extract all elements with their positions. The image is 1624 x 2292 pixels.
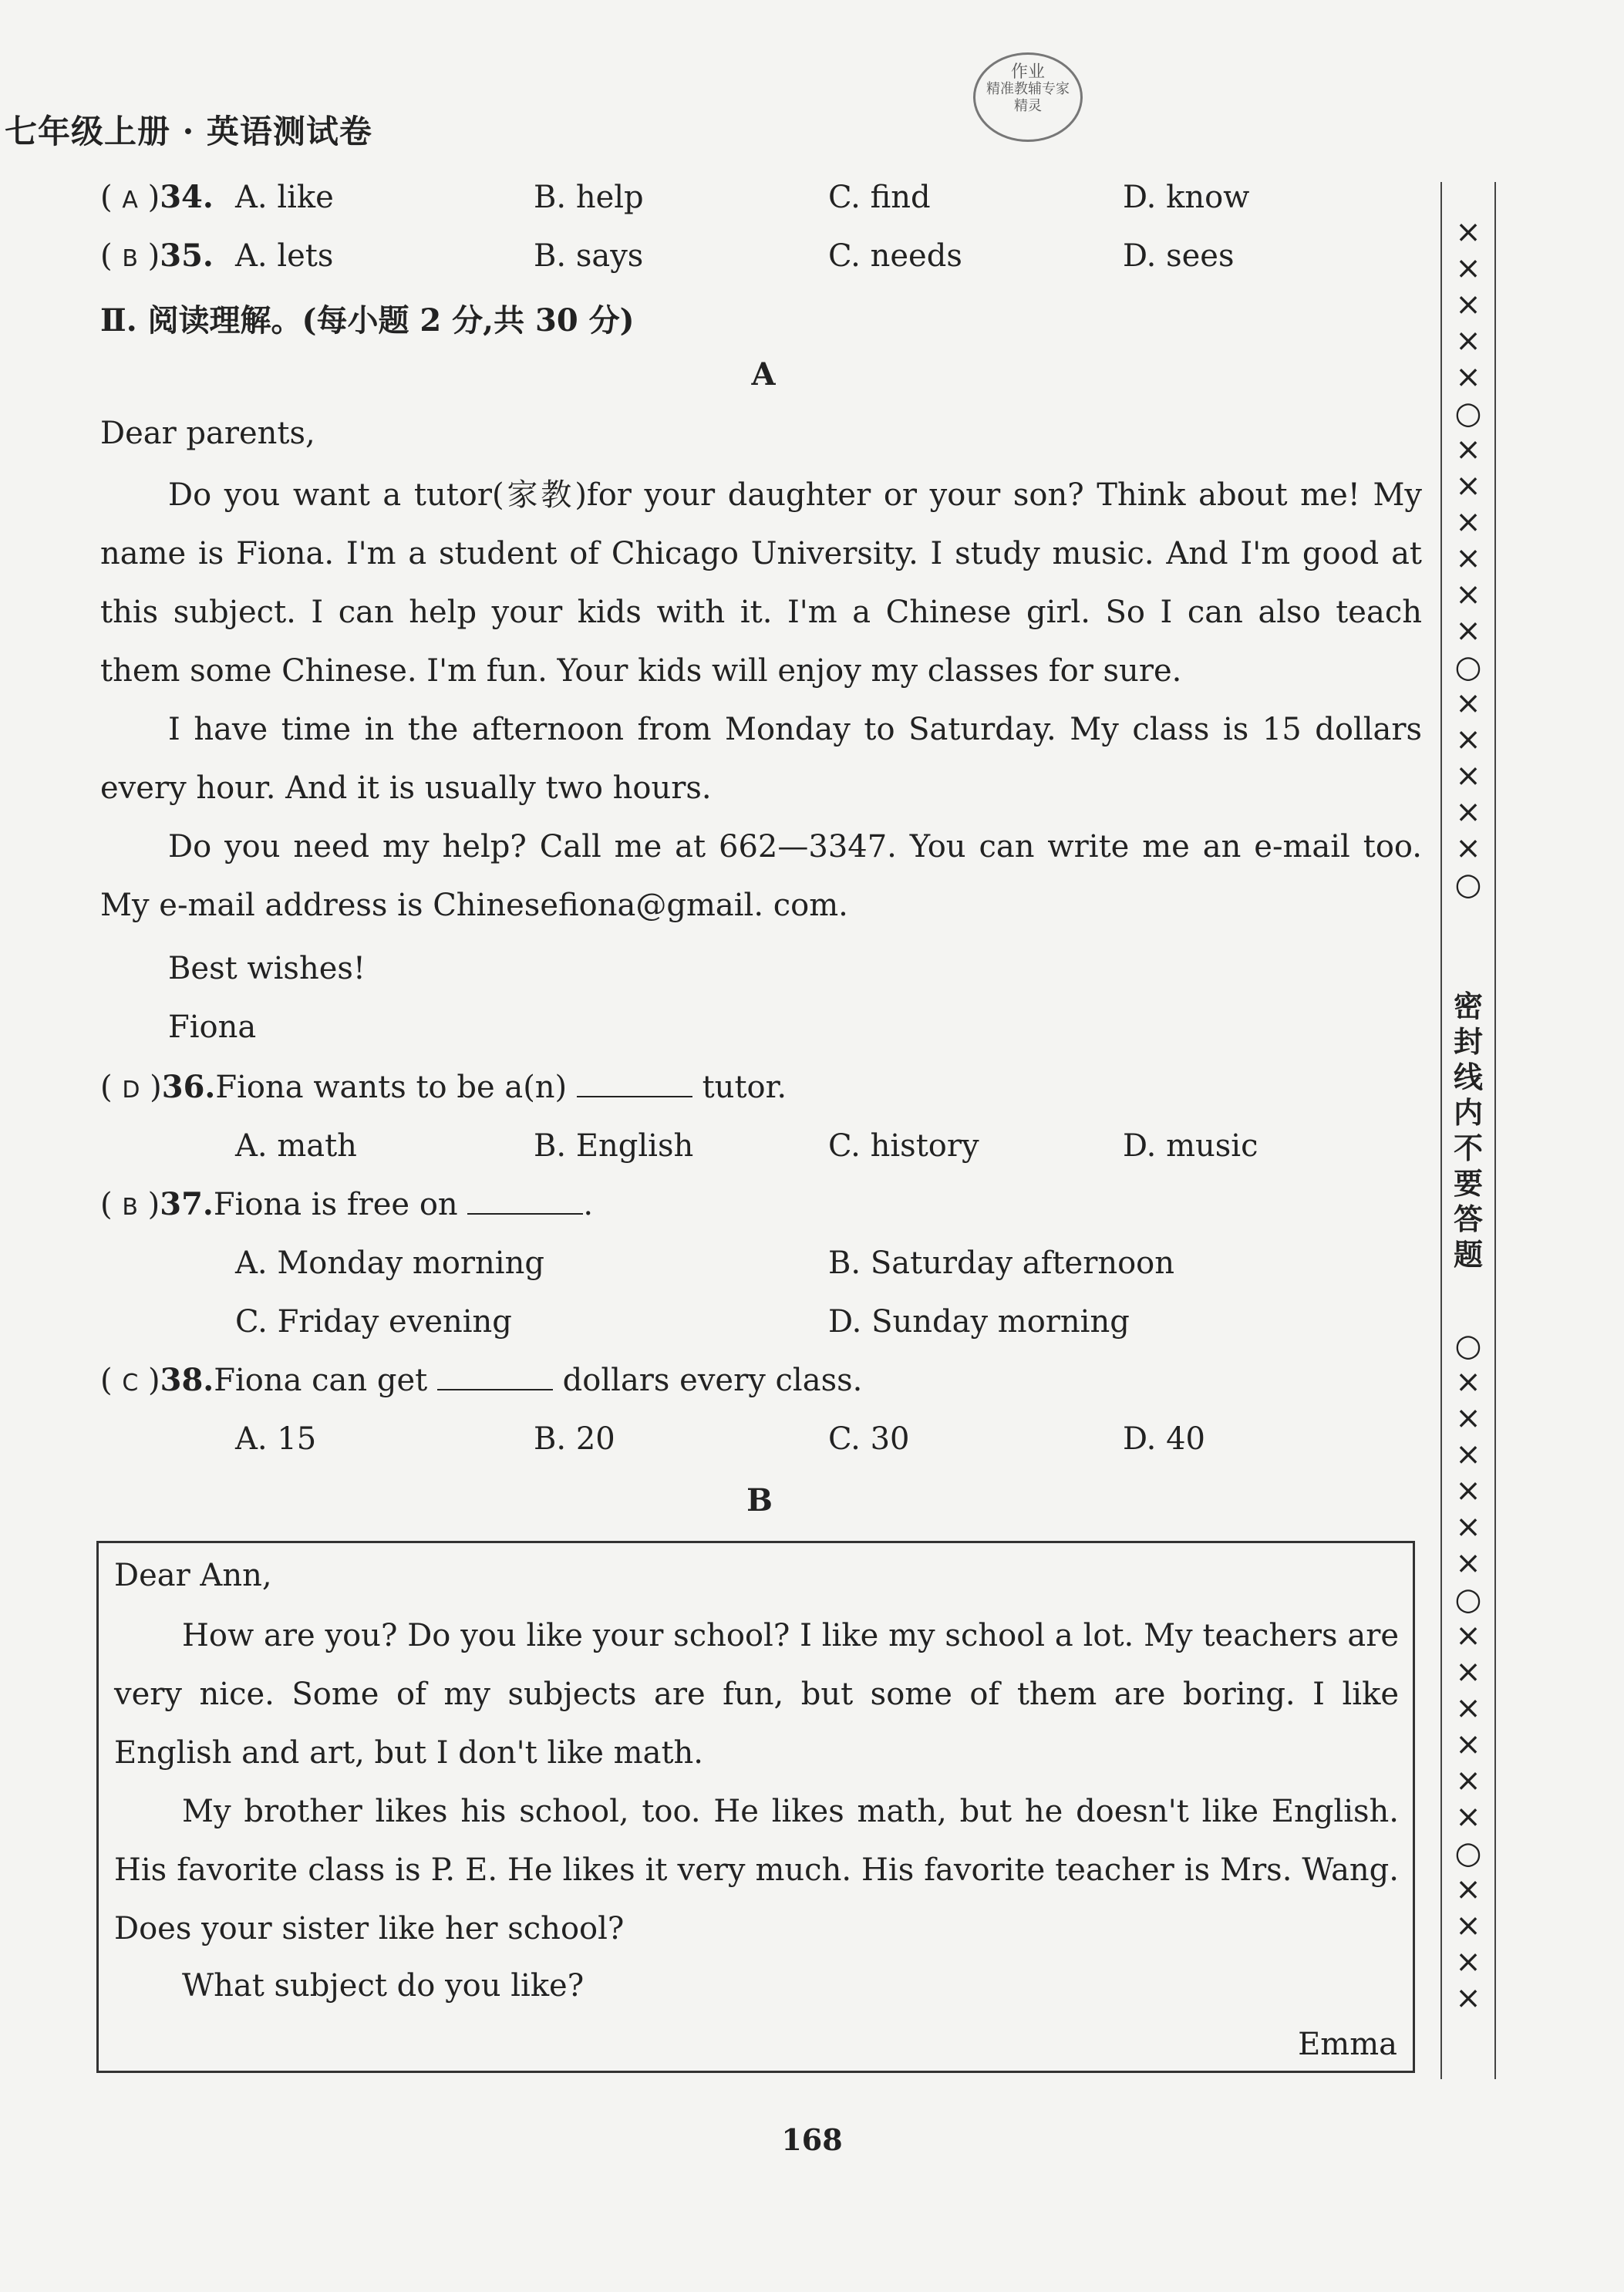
- passage-b-label: B: [746, 1482, 773, 1518]
- seal-cross-icon: ×: [1455, 432, 1481, 467]
- passage-a-paragraph-2: I have time in the afternoon from Monday to Saturday. My class is 15 dollars every hour. And it is usually two hours.: [100, 712, 1422, 806]
- seal-warning-text: [1448, 989, 1488, 1272]
- question-38-stem: Fiona can get: [214, 1363, 428, 1398]
- question-37: ( B )37.Fiona is free on .: [100, 1186, 594, 1222]
- seal-circle-icon: ○: [1454, 396, 1482, 431]
- seal-marks-top: [1448, 214, 1488, 903]
- option-37-d: D. Sunday morning: [828, 1304, 1130, 1340]
- stamp-line-2: 精准教辅专家: [986, 81, 1070, 97]
- question-number: 38.: [160, 1362, 214, 1398]
- question-38: ( C )38.Fiona can get dollars every class.: [100, 1362, 863, 1398]
- option-36-d: D. music: [1123, 1128, 1258, 1164]
- seal-cross-icon: ×: [1455, 504, 1481, 540]
- option-36-c: C. history: [828, 1128, 979, 1164]
- question-number: 36.: [161, 1069, 216, 1105]
- question-number: 35.: [160, 238, 214, 274]
- seal-cross-icon: ×: [1455, 722, 1481, 757]
- passage-a-paragraph-3: Do you need my help? Call me at 662—3347. You can write me an e-mail too. My e-mail address is Chinesefiona@gmail. com.: [100, 829, 1422, 923]
- passage-a-label: A: [751, 356, 776, 393]
- seal-cross-icon: ×: [1455, 1908, 1481, 1943]
- answer-38: C: [122, 1370, 139, 1397]
- seal-circle-icon: ○: [1454, 649, 1482, 685]
- option-34-a: A. like: [235, 180, 334, 215]
- question-35: ( B )35.: [100, 238, 214, 274]
- option-38-d: D. 40: [1123, 1421, 1205, 1457]
- option-37-b: B. Saturday afternoon: [828, 1245, 1175, 1281]
- seal-cross-icon: ×: [1455, 794, 1481, 830]
- passage-b-paragraph-3: What subject do you like?: [182, 1968, 585, 2004]
- seal-cross-icon: ×: [1455, 1763, 1481, 1798]
- seal-cross-icon: ×: [1455, 1400, 1481, 1436]
- question-36: ( D )36.Fiona wants to be a(n) tutor.: [100, 1069, 787, 1105]
- option-37-a: A. Monday morning: [235, 1245, 544, 1281]
- passage-b-box: [96, 1541, 1415, 2073]
- page-number: 168: [781, 2122, 843, 2157]
- stamp-line-3: 精灵: [1014, 98, 1042, 114]
- option-35-c: C. needs: [828, 238, 962, 274]
- seal-cross-icon: ×: [1455, 359, 1481, 395]
- seal-cross-icon: ×: [1455, 251, 1481, 286]
- answer-blank: [467, 1187, 583, 1215]
- seal-line-left: [1440, 182, 1442, 2079]
- passage-a-closing: Best wishes!: [168, 951, 366, 986]
- page-header-title: 七年级上册 · 英语测试卷: [5, 113, 372, 150]
- seal-cross-icon: ×: [1455, 541, 1481, 576]
- seal-warning-text-content: 密封线内不要答题: [1453, 989, 1483, 1272]
- question-36-stem: Fiona wants to be a(n): [215, 1070, 568, 1105]
- seal-cross-icon: ×: [1455, 831, 1481, 866]
- publisher-stamp-logo: [973, 52, 1083, 142]
- question-37-stem: Fiona is free on: [213, 1187, 458, 1222]
- answer-35: B: [122, 245, 138, 272]
- seal-cross-icon: ×: [1455, 1437, 1481, 1472]
- seal-cross-icon: ×: [1455, 1618, 1481, 1653]
- seal-circle-icon: ○: [1454, 1582, 1482, 1617]
- option-35-d: D. sees: [1123, 238, 1235, 274]
- answer-37: B: [122, 1194, 138, 1221]
- option-37-c: C. Friday evening: [235, 1304, 512, 1340]
- question-34: ( A )34.: [100, 179, 214, 215]
- seal-cross-icon: ×: [1455, 287, 1481, 322]
- seal-cross-icon: ×: [1455, 1980, 1481, 2016]
- option-36-a: A. math: [235, 1128, 357, 1164]
- option-38-a: A. 15: [235, 1421, 317, 1457]
- option-38-b: B. 20: [534, 1421, 615, 1457]
- seal-cross-icon: ×: [1455, 1473, 1481, 1508]
- question-number: 37.: [160, 1186, 214, 1222]
- question-number: 34.: [160, 179, 214, 215]
- option-34-d: D. know: [1123, 180, 1250, 215]
- seal-cross-icon: ×: [1455, 1364, 1481, 1400]
- passage-a-signature: Fiona: [168, 1009, 257, 1045]
- seal-cross-icon: ×: [1455, 613, 1481, 649]
- answer-blank: [577, 1070, 692, 1097]
- seal-cross-icon: ×: [1455, 1509, 1481, 1545]
- question-38-stem-end: dollars every class.: [562, 1363, 863, 1398]
- seal-cross-icon: ×: [1455, 214, 1481, 250]
- seal-cross-icon: ×: [1455, 468, 1481, 504]
- option-35-a: A. lets: [235, 238, 334, 274]
- seal-cross-icon: ×: [1455, 1799, 1481, 1835]
- seal-marks-bottom: [1448, 1328, 1488, 2017]
- seal-cross-icon: ×: [1455, 1727, 1481, 1762]
- seal-cross-icon: ×: [1455, 758, 1481, 794]
- seal-cross-icon: ×: [1455, 686, 1481, 721]
- passage-b-signature: Emma: [1298, 2027, 1397, 2062]
- option-38-c: C. 30: [828, 1421, 910, 1457]
- question-36-stem-end: tutor.: [702, 1070, 787, 1105]
- seal-cross-icon: ×: [1455, 1690, 1481, 1726]
- seal-cross-icon: ×: [1455, 1654, 1481, 1690]
- option-34-b: B. help: [534, 180, 644, 215]
- answer-34: A: [122, 187, 138, 214]
- seal-circle-icon: ○: [1454, 1835, 1482, 1871]
- option-36-b: B. English: [534, 1128, 694, 1164]
- answer-36: D: [122, 1077, 140, 1104]
- passage-a-greeting: Dear parents,: [100, 416, 315, 451]
- section-title: Ⅱ. 阅读理解。(每小题 2 分,共 30 分): [100, 302, 635, 339]
- seal-cross-icon: ×: [1455, 1545, 1481, 1581]
- stamp-line-1: 作业: [1010, 62, 1045, 82]
- seal-circle-icon: ○: [1454, 867, 1482, 902]
- seal-cross-icon: ×: [1455, 1872, 1481, 1907]
- passage-b-paragraph-1: How are you? Do you like your school? I like my school a lot. My teachers are very nice. Some of my subjects are fun, but some of them are boring. I like English and art, but I don't like math.: [114, 1618, 1399, 1771]
- passage-a-paragraph-1: Do you want a tutor(家教)for your daughter or your son? Think about me! My name is Fiona. I'm a student of Chicago University. I study music. And I'm good at this subject. I can help your kids with it. I'm a Chinese girl. So I can also teach them some Chinese. I'm fun. Your kids will enjoy my classes for sure.: [100, 477, 1422, 689]
- seal-cross-icon: ×: [1455, 577, 1481, 612]
- passage-b-paragraph-2: My brother likes his school, too. He likes math, but he doesn't like English. His favorite class is P. E. He likes it very much. His favorite teacher is Mrs. Wang. Does your sister like her school?: [114, 1794, 1399, 1947]
- question-37-stem-end: .: [583, 1187, 594, 1222]
- option-35-b: B. says: [534, 238, 644, 274]
- seal-cross-icon: ×: [1455, 1944, 1481, 1980]
- passage-b-greeting: Dear Ann,: [114, 1558, 272, 1593]
- seal-cross-icon: ×: [1455, 323, 1481, 359]
- seal-line-right: [1494, 182, 1496, 2079]
- option-34-c: C. find: [828, 180, 931, 215]
- seal-circle-icon: ○: [1454, 1328, 1482, 1363]
- answer-blank: [437, 1363, 553, 1390]
